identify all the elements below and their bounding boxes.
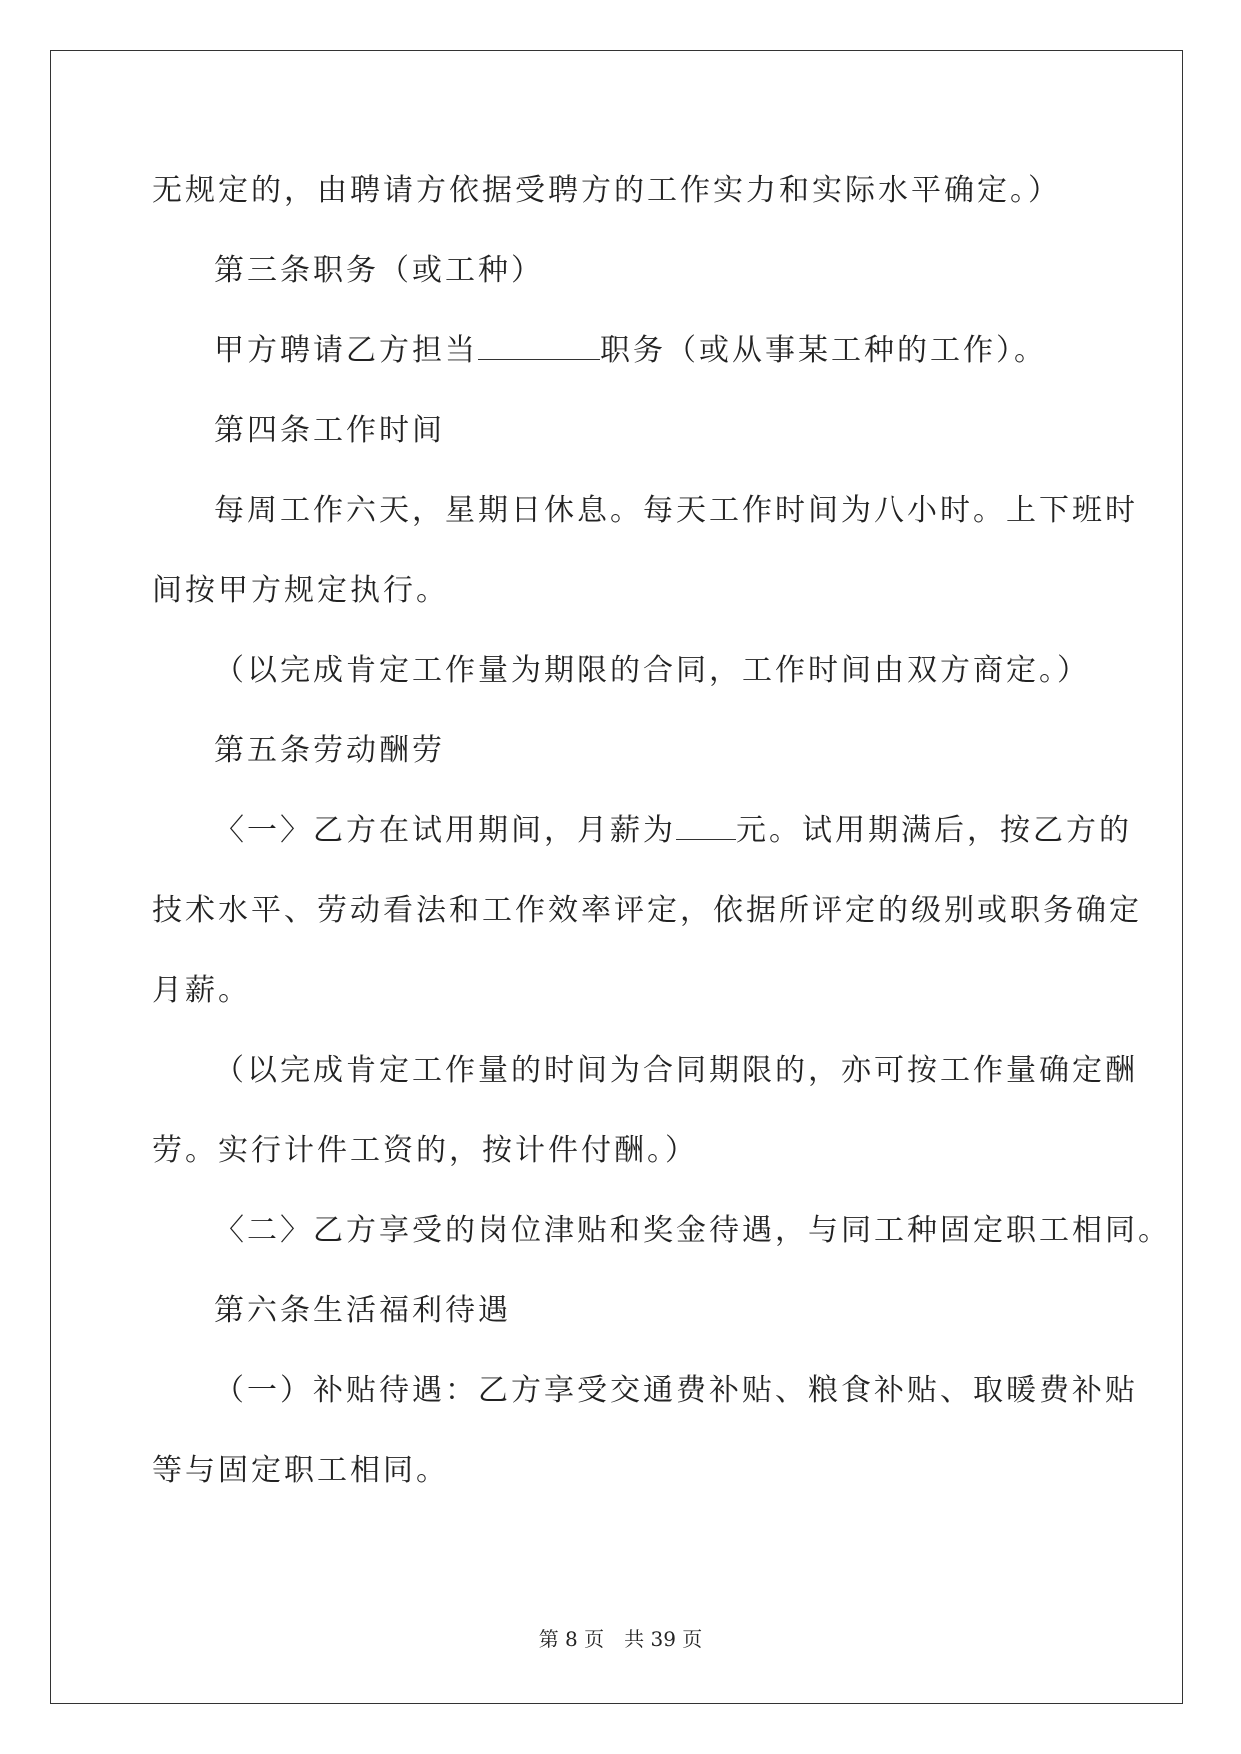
section-heading: 第六条生活福利待遇 <box>214 1293 511 1328</box>
text-line: （以完成肯定工作量为期限的合同，工作时间由双方商定。） <box>214 653 1090 688</box>
text-segment: 职务（或从事某工种的工作）。 <box>600 333 1047 368</box>
text-line: 无规定的，由聘请方依据受聘方的工作实力和实际水平确定。） <box>152 173 1061 208</box>
text-line <box>214 811 1132 851</box>
text-line: 〈二〉乙方享受的岗位津贴和奖金待遇，与同工种固定职工相同。 <box>214 1213 1171 1248</box>
text-segment: 元。试用期满后，按乙方的 <box>736 813 1132 848</box>
text-segment: 甲方聘请乙方担当 <box>214 333 478 368</box>
text-line: （一）补贴待遇：乙方享受交通费补贴、粮食补贴、取暖费补贴 <box>214 1373 1138 1408</box>
text-line: 等与固定职工相同。 <box>152 1453 449 1488</box>
section-heading: 第五条劳动酬劳 <box>214 733 445 768</box>
text-line <box>214 331 1047 371</box>
text-line: 技术水平、劳动看法和工作效率评定，依据所评定的级别或职务确定 <box>152 893 1142 928</box>
text-line: 劳。实行计件工资的，按计件付酬。） <box>152 1133 698 1168</box>
text-line: 每周工作六天，星期日休息。每天工作时间为八小时。上下班时 <box>214 493 1138 528</box>
text-segment: 〈一〉乙方在试用期间，月薪为 <box>214 813 676 848</box>
section-heading: 第四条工作时间 <box>214 413 445 448</box>
fill-in-blank <box>478 333 600 360</box>
text-line: 间按甲方规定执行。 <box>152 573 449 608</box>
text-line: 月薪。 <box>152 973 251 1008</box>
fill-in-blank <box>676 813 736 840</box>
text-line: （以完成肯定工作量的时间为合同期限的，亦可按工作量确定酬 <box>214 1053 1138 1088</box>
section-heading: 第三条职务（或工种） <box>214 253 544 288</box>
page-number-footer: 第 8 页 共 39 页 <box>538 1627 703 1651</box>
